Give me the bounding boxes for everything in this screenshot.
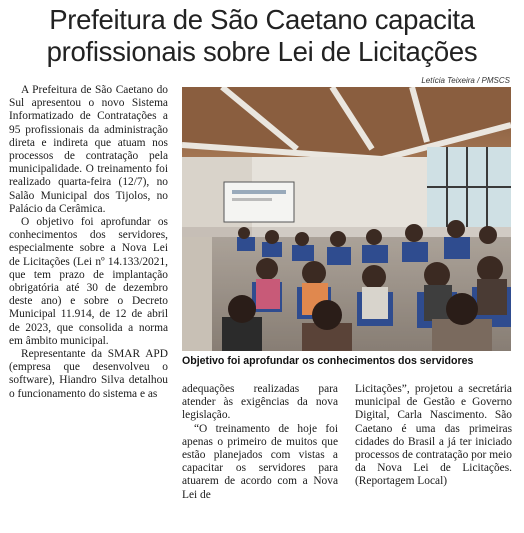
headline-line-2: profissionais sobre Lei de Licitações [46, 36, 478, 67]
article-paragraph: Representante da SMAR APD (empresa que desenvolveu o software), Hiandro Silva detalhou o funcionamento do sistema e as [9, 348, 168, 400]
article-paragraph: A Prefeitura de São Caetano do Sul apresentou o novo Sistema Informatizado de Contratações a 95 profissionais da administração direta e indireta que atuam nos processos de contratação pela municipalidade. O treinamento foi realizado quarta-feira (12/7), no Salão Municipal dos Tijolos, no Palácio da Cerâmica. [9, 84, 168, 215]
article-column-3 [355, 383, 512, 489]
event-photo [182, 87, 511, 351]
auditorium-photo-illustration [182, 87, 511, 351]
article-column-2 [182, 383, 338, 502]
article-paragraph-continuation: Licitações”, projetou a secretária municipal de Gestão e Governo Digital, Carla Nascimento. São Caetano é uma das primeiras cidades do Brasil a já ter iniciado processos de contratação por meio da Nova Lei de Licitações. (Reportagem Local) [355, 383, 512, 488]
photo-credit: Letícia Teixeira / PMSCS [421, 76, 510, 85]
headline-line-1: Prefeitura de São Caetano capacita [49, 4, 475, 35]
article-paragraph-continuation: adequações realizadas para atender às exigências da nova legislação. [182, 383, 338, 422]
article-column-1 [9, 84, 168, 401]
article-paragraph: O objetivo foi aprofundar os conhecimentos dos servidores, especialmente sobre a Nova Lei de Licitações (Lei nº 14.133/2021, que tem prazo de implantação obrigatória até 30 de dezembro deste ano) e sobre o Decreto Municipal 11.914, de 12 de abril de 2023, que consolida a norma em âmbito municipal. [9, 216, 168, 347]
headline [14, 4, 510, 68]
article-paragraph: “O treinamento de hoje foi apenas o primeiro de muitos que estão planejados com vistas a capacitar os servidores para atuarem de acordo com a Nova Lei de [182, 422, 338, 501]
photo-caption: Objetivo foi aprofundar os conhecimentos dos servidores [182, 355, 474, 367]
